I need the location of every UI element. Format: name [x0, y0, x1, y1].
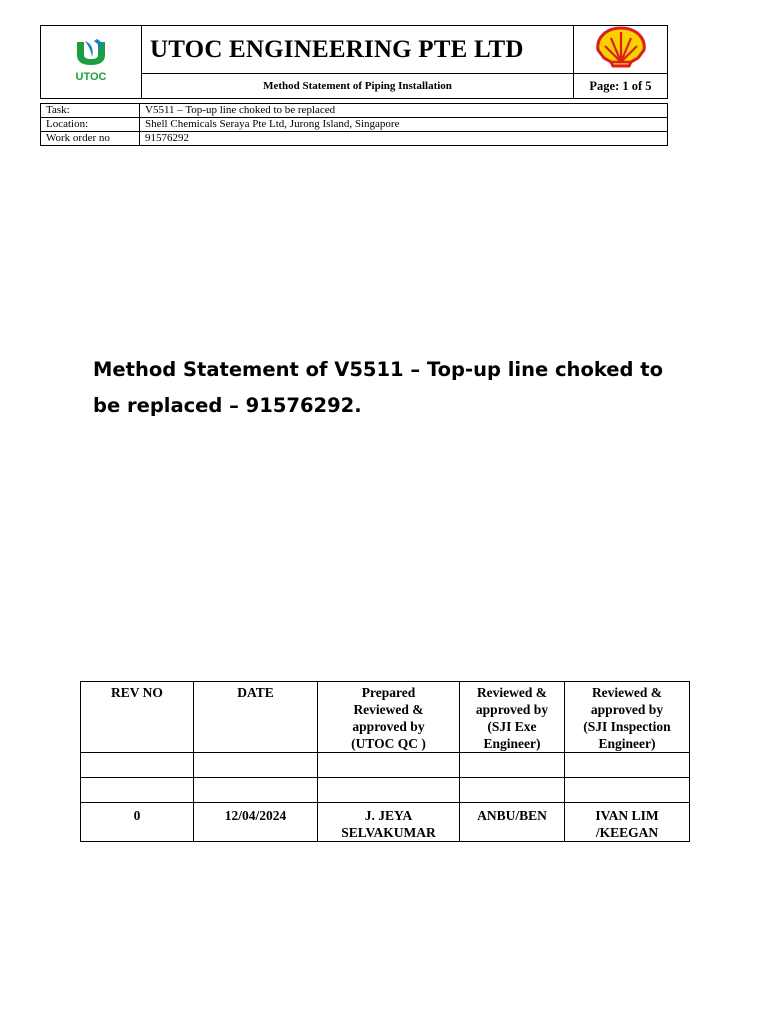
main-title — [93, 352, 693, 424]
utoc-logo — [41, 26, 142, 99]
info-row-location — [41, 118, 668, 132]
location-label: Location: — [41, 118, 140, 132]
table-row-empty — [81, 753, 690, 778]
main-title-line-1: Method Statement of V5511 – Top-up line choked to — [93, 358, 663, 381]
prepared-header-line: approved by — [352, 719, 425, 734]
prepared-name-line: J. JEYA — [364, 808, 413, 823]
prepared-name-line: SELVAKUMAR — [341, 825, 436, 840]
prepared-header-line: Prepared — [361, 685, 416, 700]
exe-header-line: Engineer) — [483, 736, 541, 751]
exe-header-line: (SJI Exe — [487, 719, 537, 734]
info-row-task — [41, 104, 668, 118]
exe-engineer-cell: ANBU/BEN — [460, 803, 565, 842]
company-name: UTOC ENGINEERING PTE LTD — [142, 26, 574, 74]
info-row-work-order — [41, 132, 668, 146]
document-header — [40, 25, 668, 99]
inspection-engineer-cell — [565, 803, 690, 842]
revision-header-row — [81, 682, 690, 753]
page-number: Page: 1 of 5 — [574, 74, 668, 99]
shell-logo-icon — [592, 26, 650, 68]
task-label: Task: — [41, 104, 140, 118]
insp-header-line: (SJI Inspection — [583, 719, 671, 734]
date-cell: 12/04/2024 — [194, 803, 318, 842]
prepared-cell — [318, 803, 460, 842]
task-info-table — [40, 103, 668, 146]
table-row — [81, 803, 690, 842]
exe-header-line: Reviewed & — [476, 685, 548, 700]
main-title-line-2: be replaced – 91576292. — [93, 394, 362, 417]
exe-header-line: approved by — [475, 702, 549, 717]
work-order-label: Work order no — [41, 132, 140, 146]
location-value: Shell Chemicals Seraya Pte Ltd, Jurong Island, Singapore — [140, 118, 668, 132]
rev-no-cell: 0 — [81, 803, 194, 842]
insp-header-line: Reviewed & — [591, 685, 663, 700]
prepared-header-line: (UTOC QC ) — [351, 736, 426, 751]
work-order-value: 91576292 — [140, 132, 668, 146]
inspection-engineer-header — [565, 682, 690, 753]
insp-name-line: IVAN LIM — [595, 808, 659, 823]
utoc-logo-icon — [61, 37, 121, 83]
table-row-empty — [81, 778, 690, 803]
exe-engineer-header — [460, 682, 565, 753]
insp-header-line: approved by — [590, 702, 664, 717]
utoc-logo-text: UTOC — [75, 70, 107, 83]
date-header: DATE — [194, 682, 318, 753]
revision-table — [80, 681, 690, 842]
rev-no-header: REV NO — [81, 682, 194, 753]
shell-logo — [574, 26, 668, 74]
prepared-header-line: Reviewed & — [353, 702, 424, 717]
doc-title: Method Statement of Piping Installation — [142, 74, 574, 99]
insp-name-line: /KEEGAN — [595, 825, 659, 840]
insp-header-line: Engineer) — [598, 736, 656, 751]
prepared-header — [318, 682, 460, 753]
task-value: V5511 – Top-up line choked to be replaced — [140, 104, 668, 118]
